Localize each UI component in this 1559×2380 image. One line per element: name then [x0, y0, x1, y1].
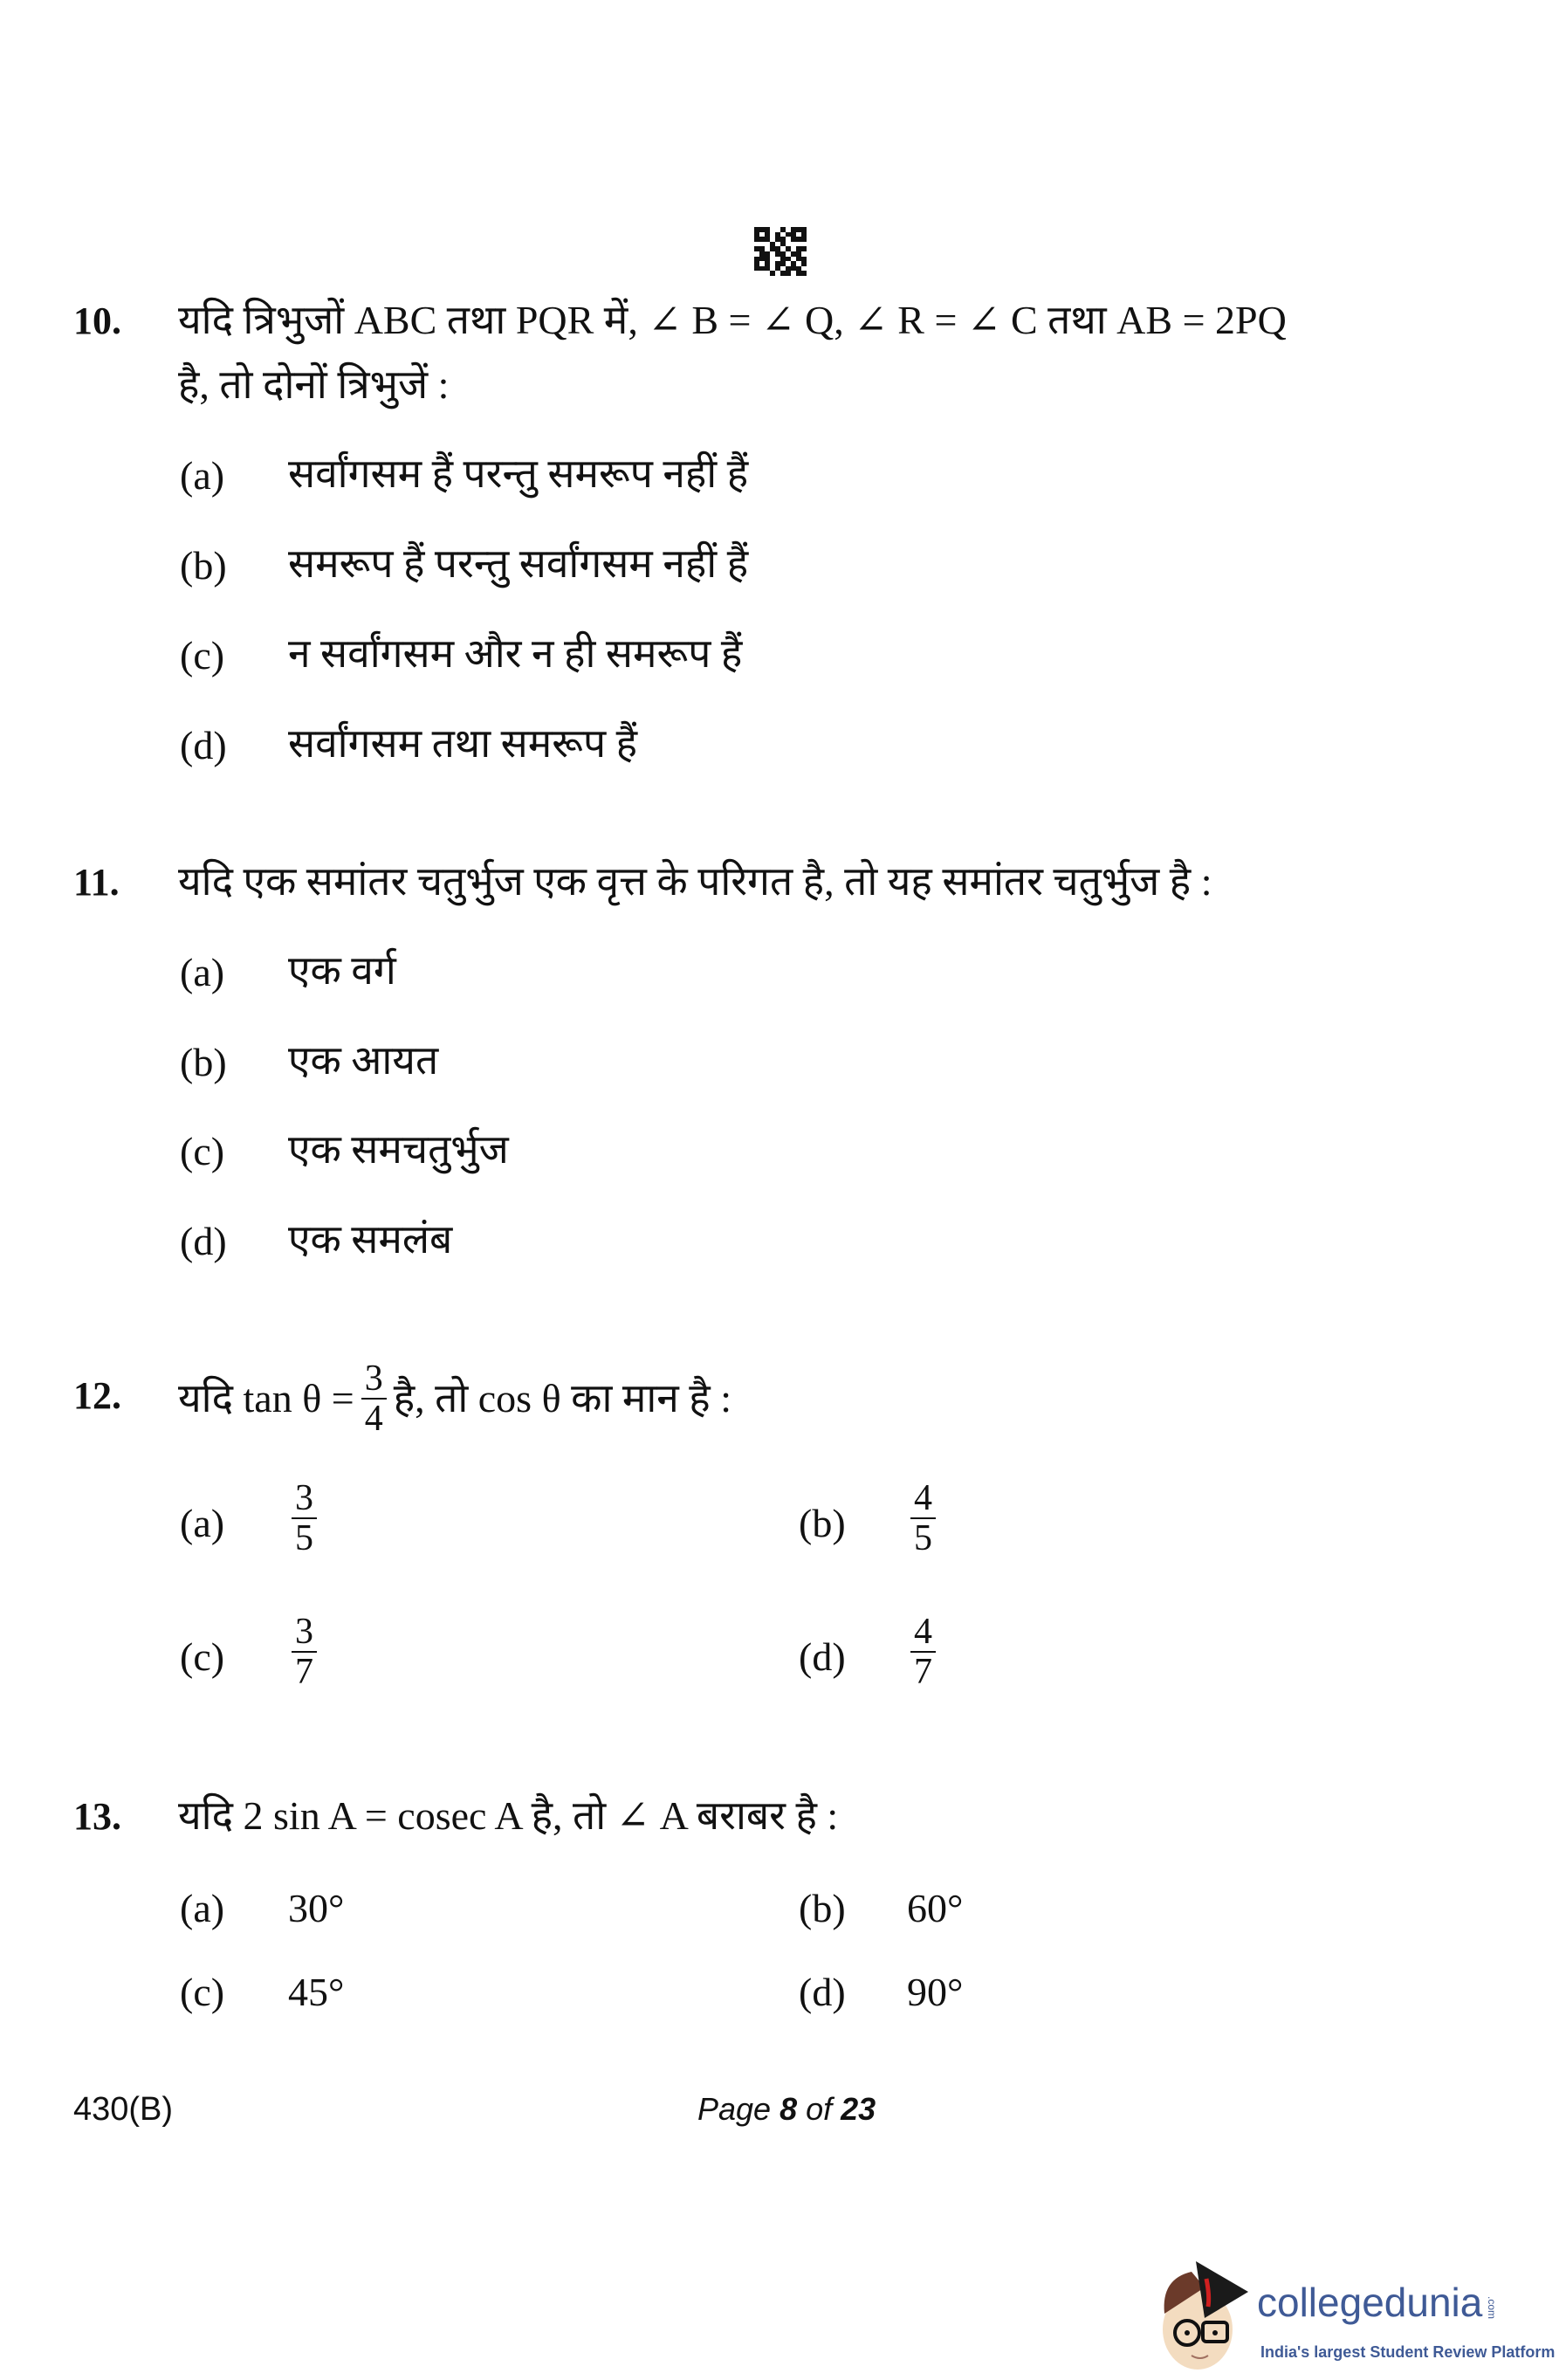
option-label: (d) [799, 1634, 846, 1679]
logo-tagline: India's largest Student Review Platform [1260, 2343, 1556, 2361]
option-fraction [903, 1613, 943, 1691]
option-text: न सर्वांगसम और न ही समरूप हैं [288, 631, 743, 676]
option-text: 45° [288, 1970, 345, 2014]
option-label: (b) [180, 1040, 227, 1084]
collegedunia-logo [1152, 2253, 1556, 2375]
option-label: (b) [799, 1501, 846, 1545]
denominator: 4 [364, 1399, 383, 1439]
option-text: एक वर्ग [288, 948, 396, 993]
fraction [361, 1359, 387, 1438]
logo-brand-text: collegedunia [1257, 2280, 1483, 2325]
logo-brand [1257, 2279, 1498, 2326]
numerator: 3 [292, 1479, 317, 1519]
denominator: 5 [295, 1518, 313, 1559]
option-label: (a) [180, 453, 225, 498]
option-label: (b) [799, 1886, 846, 1930]
qr-code [754, 227, 807, 276]
option-text: सर्वांगसम हैं परन्तु समरूप नहीं हैं [288, 451, 749, 496]
page-number [697, 2091, 876, 2128]
option-fraction [285, 1613, 324, 1691]
option-fraction [285, 1479, 324, 1558]
option-label: (c) [180, 1970, 225, 2014]
question-text: यदि 2 sin A = cosec A है, तो ∠ A बराबर है : [178, 1793, 839, 1838]
question-text-continued: है, तो दोनों त्रिभुजें : [178, 362, 450, 407]
numerator: 3 [361, 1359, 387, 1400]
numerator: 3 [292, 1613, 317, 1653]
question-number: 13. [73, 1795, 121, 1838]
option-label: (d) [180, 723, 227, 767]
question-number: 12. [73, 1374, 121, 1417]
option-label: (a) [180, 950, 225, 994]
option-label: (c) [180, 1129, 225, 1173]
option-text: एक आयत [288, 1038, 439, 1083]
question-text [178, 1351, 731, 1447]
denominator: 5 [914, 1518, 932, 1559]
option-label: (c) [180, 633, 225, 678]
question-text: यदि त्रिभुजों ABC तथा PQR में, ∠ B = ∠ Q, ∠ R = ∠ C तथा AB = 2PQ [178, 298, 1287, 342]
page-current: 8 [780, 2091, 798, 2127]
option-label: (a) [180, 1501, 225, 1545]
option-fraction [903, 1479, 943, 1558]
question-number: 11. [73, 861, 120, 904]
page-total: 23 [841, 2091, 876, 2127]
option-text: 30° [288, 1886, 345, 1930]
option-text: एक समलंब [288, 1217, 453, 1262]
option-label: (d) [180, 1219, 227, 1263]
numerator: 4 [910, 1613, 936, 1653]
option-text: समरूप हैं परन्तु सर्वांगसम नहीं हैं [288, 541, 749, 586]
option-text: सर्वांगसम तथा समरूप हैं [288, 721, 638, 766]
option-text: 60° [907, 1886, 964, 1930]
page-prefix: Page [697, 2091, 780, 2127]
denominator: 7 [914, 1652, 932, 1693]
question-text-post: है, तो cos θ का मान है : [393, 1376, 732, 1420]
question-number: 10. [73, 299, 121, 342]
option-label: (b) [180, 543, 227, 588]
mascot-icon [1152, 2253, 1257, 2375]
option-label: (d) [799, 1970, 846, 2014]
denominator: 7 [295, 1652, 313, 1693]
question-text: यदि एक समांतर चतुर्भुज एक वृत्त के परिगत है, तो यह समांतर चतुर्भुज है : [178, 859, 1212, 904]
option-label: (c) [180, 1634, 225, 1679]
paper-code: 430(B) [73, 2091, 174, 2128]
page-mid: of [797, 2091, 841, 2127]
numerator: 4 [910, 1479, 936, 1519]
logo-tld: .com [1486, 2296, 1499, 2320]
question-text-pre: यदि tan θ = [178, 1376, 354, 1420]
option-text: 90° [907, 1970, 964, 2014]
option-text: एक समचतुर्भुज [288, 1127, 509, 1172]
option-label: (a) [180, 1886, 225, 1930]
